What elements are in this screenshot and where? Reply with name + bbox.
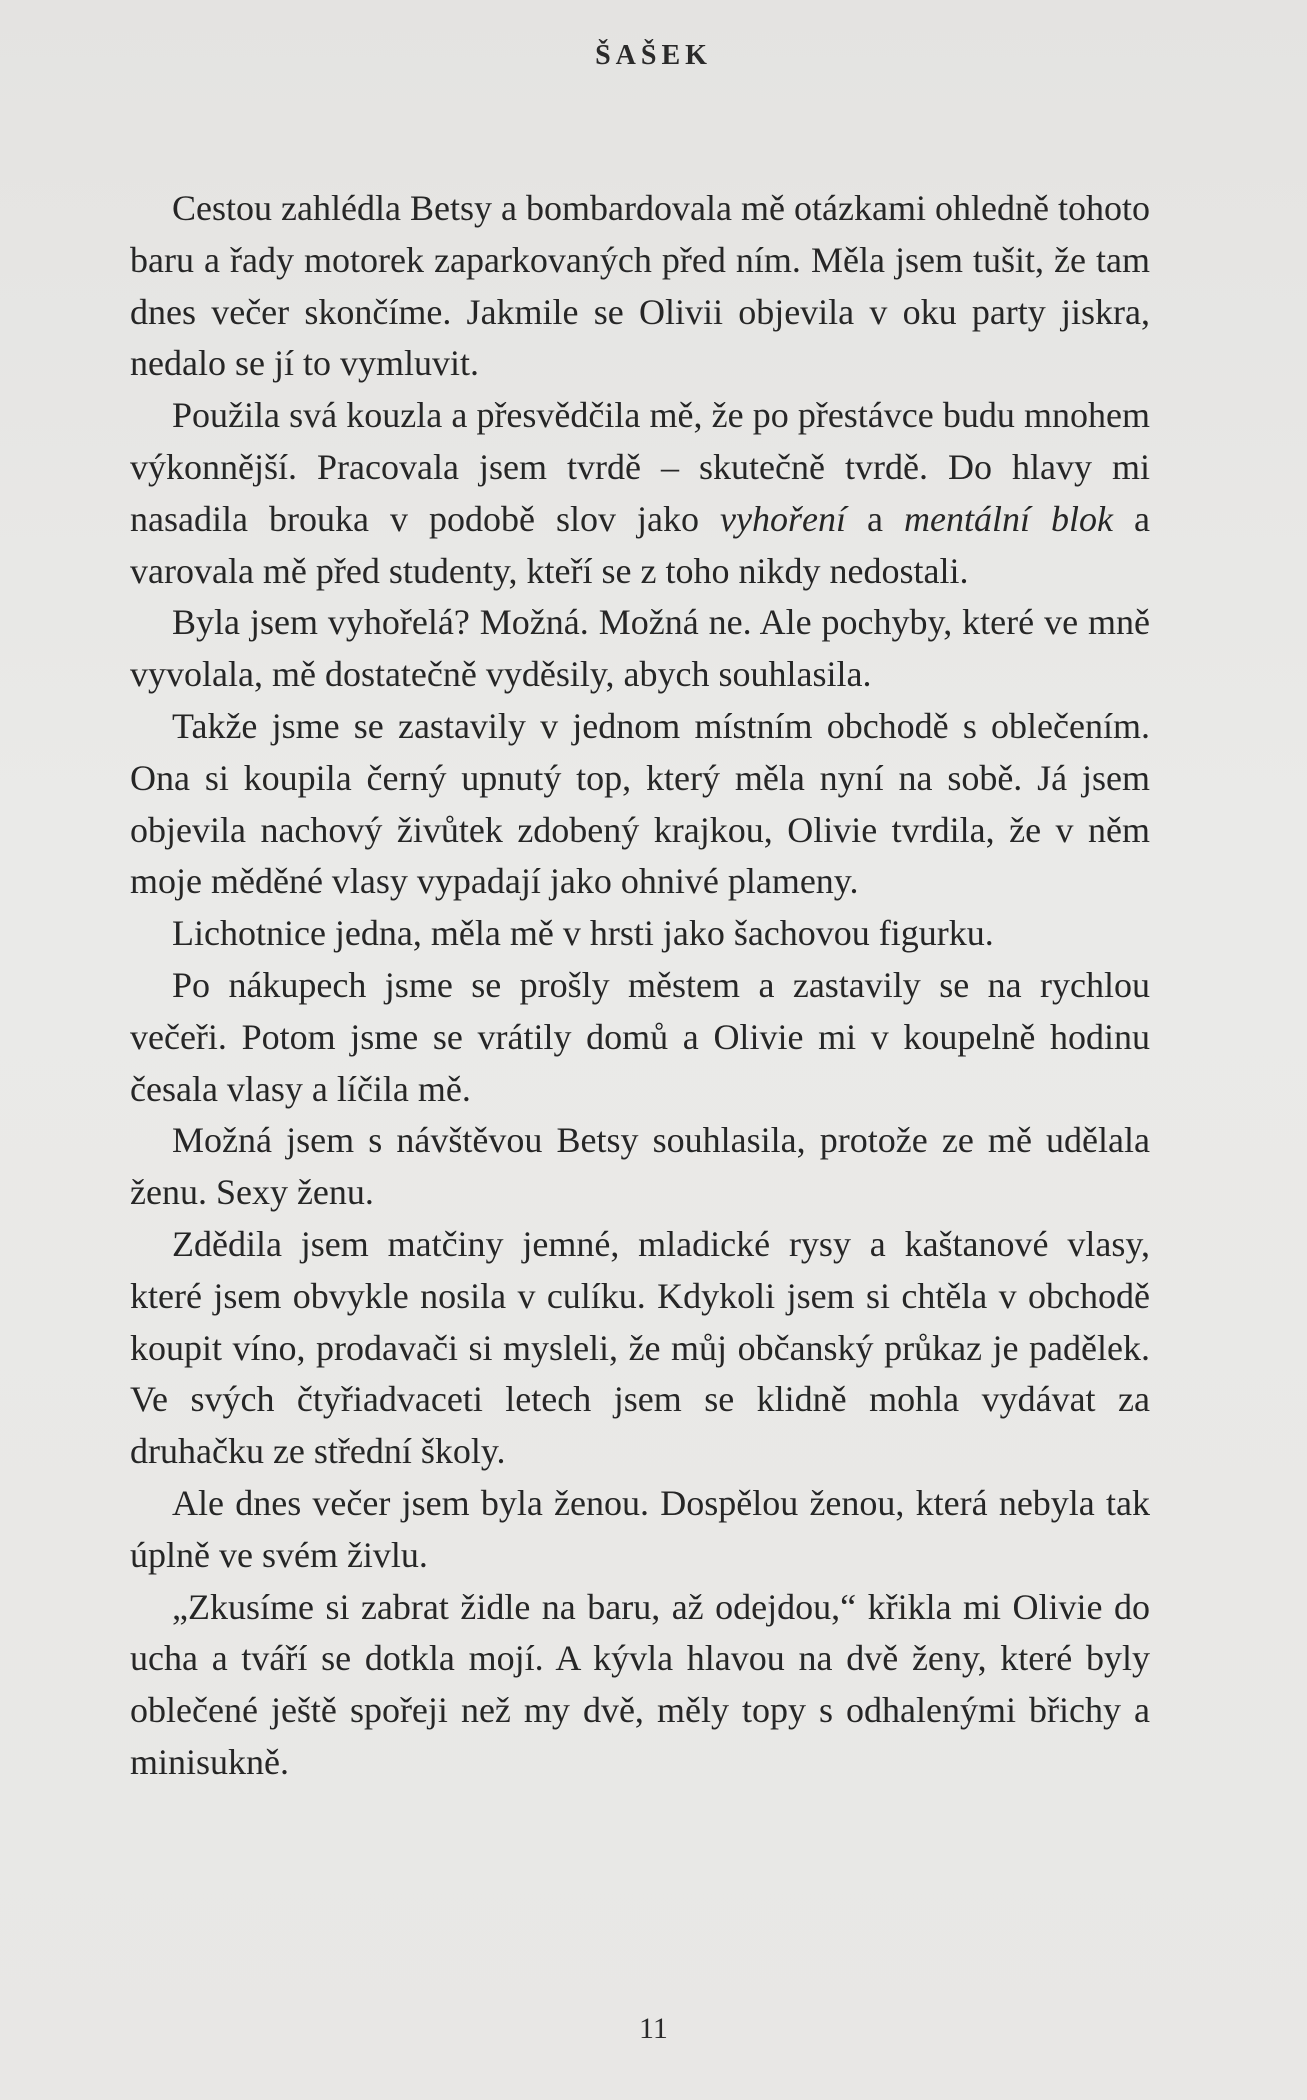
- emphasis-text: vyhoření: [720, 498, 846, 539]
- paragraph: [130, 390, 1150, 597]
- paragraph: „Zkusíme si zabrat židle na baru, až odejdou,“ křikla mi Olivie do ucha a tváří se dotkla mojí. A kývla hlavou na dvě ženy, které byly oblečené ještě spořeji než my dvě, měly topy s odhalenými břichy a minisukně.: [130, 1586, 1150, 1782]
- paragraph: Lichotnice jedna, měla mě v hrsti jako šachovou figurku.: [172, 913, 994, 954]
- paragraph: Možná jsem s návštěvou Betsy souhlasila, protože ze mě udělala ženu. Sexy ženu.: [130, 1120, 1150, 1213]
- emphasis-text: mentální blok: [904, 498, 1114, 539]
- paragraph: Takže jsme se zastavily v jednom místním obchodě s oblečením. Ona si koupila černý upnutý top, který měla nyní na sobě. Já jsem objevila nachový živůtek zdobený krajkou, Olivie tvrdila, že v něm moje měděné vlasy vypadají jako ohnivé plameny.: [130, 705, 1150, 902]
- paragraph: Po nákupech jsme se prošly městem a zastavily se na rychlou večeři. Potom jsme se vrátily domů a Olivie mi v koupelně hodinu česala vlasy a líčila mě.: [130, 964, 1150, 1109]
- running-head-title: ŠAŠEK: [595, 40, 712, 71]
- paragraph-text: Použila svá kouzla a přesvědčila mě, že po přestávce budu mnohem výkonnější. Pracovala jsem tvrdě – skutečně tvrdě. Do hlavy mi nasadila brouka v podobě slov jako: [130, 395, 1150, 539]
- paragraph: Ale dnes večer jsem byla ženou. Dospělou ženou, která nebyla tak úplně ve svém živlu.: [130, 1482, 1150, 1575]
- paragraph: Zdědila jsem matčiny jemné, mladické rysy a kaštanové vlasy, které jsem obvykle nosila v culíku. Kdykoli jsem si chtěla v obchodě koupit víno, prodavači si mysleli, že můj občanský průkaz je padělek. Ve svých čtyřiadvaceti letech jsem se klidně mohla vydávat za druhačku ze střední školy.: [130, 1223, 1150, 1472]
- paragraph-text: a: [845, 498, 905, 539]
- body-text: [130, 183, 1150, 1789]
- paragraph: Byla jsem vyhořelá? Možná. Možná ne. Ale pochyby, které ve mně vyvolala, mě dostatečně vyděsily, abych souhlasila.: [130, 602, 1150, 695]
- paragraph-text: a varovala mě před studenty, kteří se z toho nikdy nedostali.: [130, 498, 1151, 591]
- paragraph: Cestou zahlédla Betsy a bombardovala mě otázkami ohledně tohoto baru a řady motorek zaparkovaných před ním. Měla jsem tušit, že tam dnes večer skončíme. Jakmile se Olivii objevila v oku party jiskra, nedalo se jí to vymluvit.: [130, 188, 1150, 384]
- page-number: 11: [639, 2012, 668, 2045]
